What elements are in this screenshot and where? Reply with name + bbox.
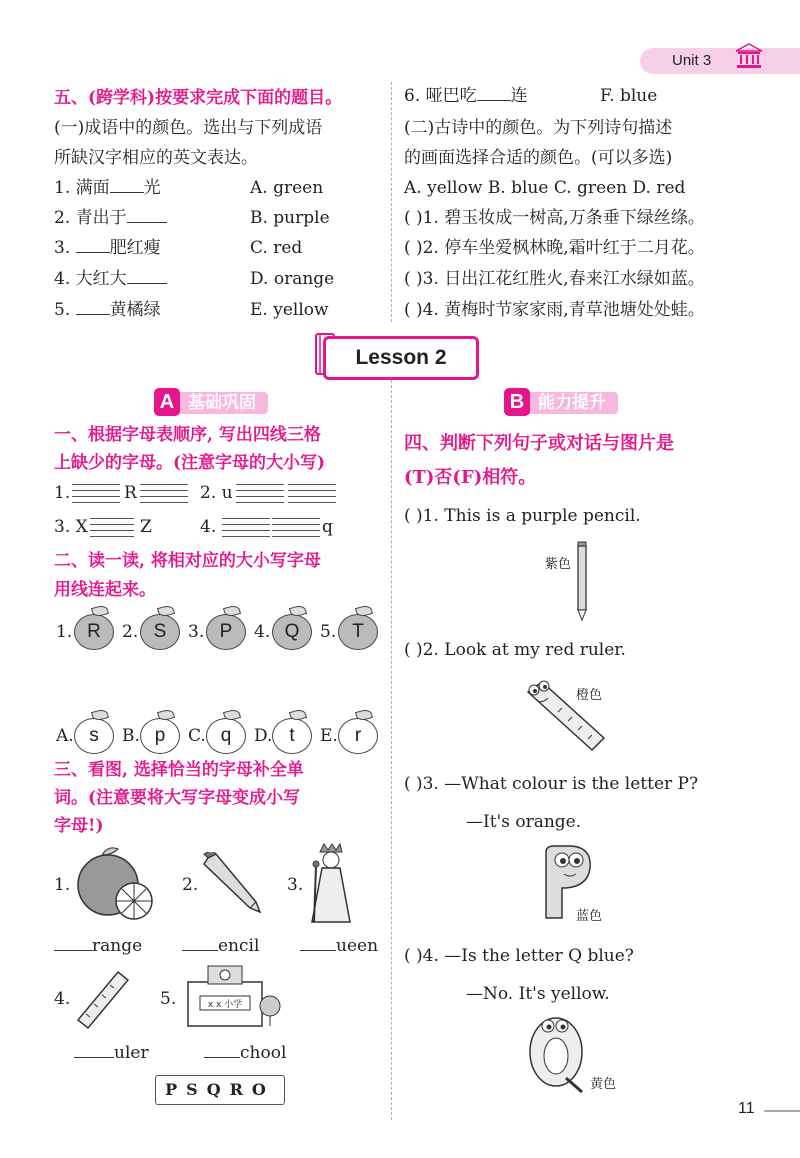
apple-lower-r[interactable]: r <box>338 712 378 752</box>
word-2: encil <box>182 934 259 958</box>
lower-label: A. <box>56 726 74 746</box>
lower-label: D. <box>254 726 273 746</box>
judge-2: ( )2. Look at my red ruler. <box>404 640 626 660</box>
section-a-badge <box>158 392 268 414</box>
page-number: 11 <box>738 1100 755 1117</box>
column-divider-top <box>391 82 392 322</box>
school-icon <box>178 962 282 1030</box>
pic-num: 2. <box>182 875 199 895</box>
orange-icon <box>72 843 162 923</box>
upper-num: 3. <box>188 622 205 642</box>
pic-num: 1. <box>54 875 71 895</box>
idiom-2: 2. 青出于 <box>54 206 167 230</box>
label-purple: 紫色 <box>545 557 572 572</box>
part1-line1: (一)成语中的颜色。选出与下列成语 <box>54 118 323 138</box>
apple-upper-r[interactable]: R <box>74 608 114 648</box>
four-line-blank <box>288 484 336 502</box>
apple-lower-s[interactable]: s <box>74 712 114 752</box>
page-number-line <box>764 1110 800 1112</box>
part1-line2: 所缺汉字相应的英文表达。 <box>54 148 258 168</box>
option-d: D. orange <box>250 269 335 289</box>
q2-line2: 用线连起来。 <box>54 580 156 600</box>
upper-num: 1. <box>56 622 73 642</box>
svg-text:x x 小学: x x 小学 <box>207 1000 243 1010</box>
word-1: range <box>54 934 142 958</box>
q3-line3: 字母!) <box>54 816 104 836</box>
apple-lower-q[interactable]: q <box>206 712 246 752</box>
q1-item1-num: 1. <box>54 483 71 503</box>
pic-num: 4. <box>54 989 71 1009</box>
part2-line1: (二)古诗中的颜色。为下列诗句描述 <box>404 118 673 138</box>
purple-pencil-icon <box>572 540 592 622</box>
option-a: A. green <box>250 178 324 198</box>
section5-title: 五、(跨学科)按要求完成下面的题目。 <box>54 88 343 108</box>
four-line-blank <box>222 518 270 536</box>
apple-upper-q[interactable]: Q <box>272 608 312 648</box>
column-divider-bottom <box>391 380 392 1120</box>
apple-upper-p[interactable]: P <box>206 608 246 648</box>
q2-line1: 二、读一读, 将相对应的大小写字母 <box>54 551 321 571</box>
label-blue: 蓝色 <box>576 909 603 924</box>
poem-2: ( )2. 停车坐爱枫林晚,霜叶红于二月花。 <box>404 238 705 258</box>
poem-1: ( )1. 碧玉妆成一树高,万条垂下绿丝绦。 <box>404 208 705 228</box>
q1-item4-num: 4. <box>200 517 217 537</box>
idiom-3: 3. 肥红瘦 <box>54 238 161 258</box>
idiom-1: 1. 满面 光 <box>54 178 161 198</box>
letter-q-icon <box>518 1012 594 1096</box>
pencil-icon <box>200 852 264 916</box>
q3-line2: 词。(注意要将大写字母变成小写 <box>54 788 301 808</box>
queen-icon <box>304 842 354 926</box>
four-line-blank <box>72 484 120 502</box>
unit-tab <box>640 48 800 74</box>
color-options: A. yellow B. blue C. green D. red <box>404 178 686 198</box>
option-c: C. red <box>250 238 303 258</box>
lower-label: B. <box>122 726 140 746</box>
letter-bank: PSQRO <box>155 1075 285 1105</box>
q1-line1: 一、根据字母表顺序, 写出四线三格 <box>54 425 321 445</box>
label-yellow: 黄色 <box>590 1077 617 1092</box>
poem-3: ( )3. 日出江花红胜火,春来江水绿如蓝。 <box>404 269 705 289</box>
four-line-blank <box>90 518 134 536</box>
four-line-blank <box>140 484 188 502</box>
four-line-blank <box>236 484 284 502</box>
q1-item3-num: 3. X <box>54 517 88 537</box>
upper-num: 5. <box>320 622 337 642</box>
lesson-title: Lesson 2 <box>323 336 479 380</box>
judge-3-answer: —It's orange. <box>466 812 582 832</box>
word-5: chool <box>204 1041 286 1065</box>
four-line-blank <box>272 518 320 536</box>
word-4: uler <box>74 1041 149 1065</box>
pic-num: 5. <box>160 989 177 1009</box>
option-b: B. purple <box>250 208 330 228</box>
label-orange: 橙色 <box>576 688 603 703</box>
poem-4: ( )4. 黄梅时节家家雨,青草池塘处处蛙。 <box>404 300 705 320</box>
q1-line2: 上缺少的字母。(注意字母的大小写) <box>54 453 326 473</box>
section-b-letter: B <box>504 388 530 416</box>
judge-1: ( )1. This is a purple pencil. <box>404 506 641 526</box>
word-3: ueen <box>300 934 378 958</box>
q3-line1: 三、看图, 选择恰当的字母补全单 <box>54 760 304 780</box>
ruler-icon <box>72 968 134 1032</box>
lower-label: E. <box>320 726 338 746</box>
upper-num: 2. <box>122 622 139 642</box>
option-e: E. yellow <box>250 300 329 320</box>
section-a-text: 基础巩固 <box>188 393 256 412</box>
section-b-text: 能力提升 <box>538 393 606 412</box>
q1-item4-letter: q <box>322 517 333 537</box>
judge-4-answer: —No. It's yellow. <box>466 984 610 1004</box>
judge-4: ( )4. —Is the letter Q blue? <box>404 946 634 966</box>
part2-line2: 的画面选择合适的颜色。(可以多选) <box>404 148 673 168</box>
idiom-4: 4. 大红大 <box>54 267 167 291</box>
section-b-badge <box>508 392 618 414</box>
pic-num: 3. <box>287 875 304 895</box>
q1-item1-letter: R <box>124 483 137 503</box>
idiom-6: 6. 哑巴吃 连 <box>404 86 528 106</box>
q1-item2-num: 2. u <box>200 483 233 503</box>
apple-upper-s[interactable]: S <box>140 608 180 648</box>
judge-3: ( )3. —What colour is the letter P? <box>404 774 699 794</box>
lower-label: C. <box>188 726 206 746</box>
q4-line1: 四、判断下列句子或对话与图片是 <box>404 433 674 454</box>
apple-lower-t[interactable]: t <box>272 712 312 752</box>
idiom-5: 5. 黄橘绿 <box>54 300 161 320</box>
smiling-ruler-icon <box>522 678 608 752</box>
q4-line2: (T)否(F)相符。 <box>404 467 537 488</box>
apple-upper-t[interactable]: T <box>338 608 378 648</box>
apple-lower-p[interactable]: p <box>140 712 180 752</box>
q1-item3-letter: Z <box>140 517 152 537</box>
section-a-letter: A <box>154 388 180 416</box>
option-f: F. blue <box>600 86 658 106</box>
unit-label: Unit 3 <box>672 52 712 69</box>
upper-num: 4. <box>254 622 271 642</box>
building-icon <box>734 42 764 70</box>
